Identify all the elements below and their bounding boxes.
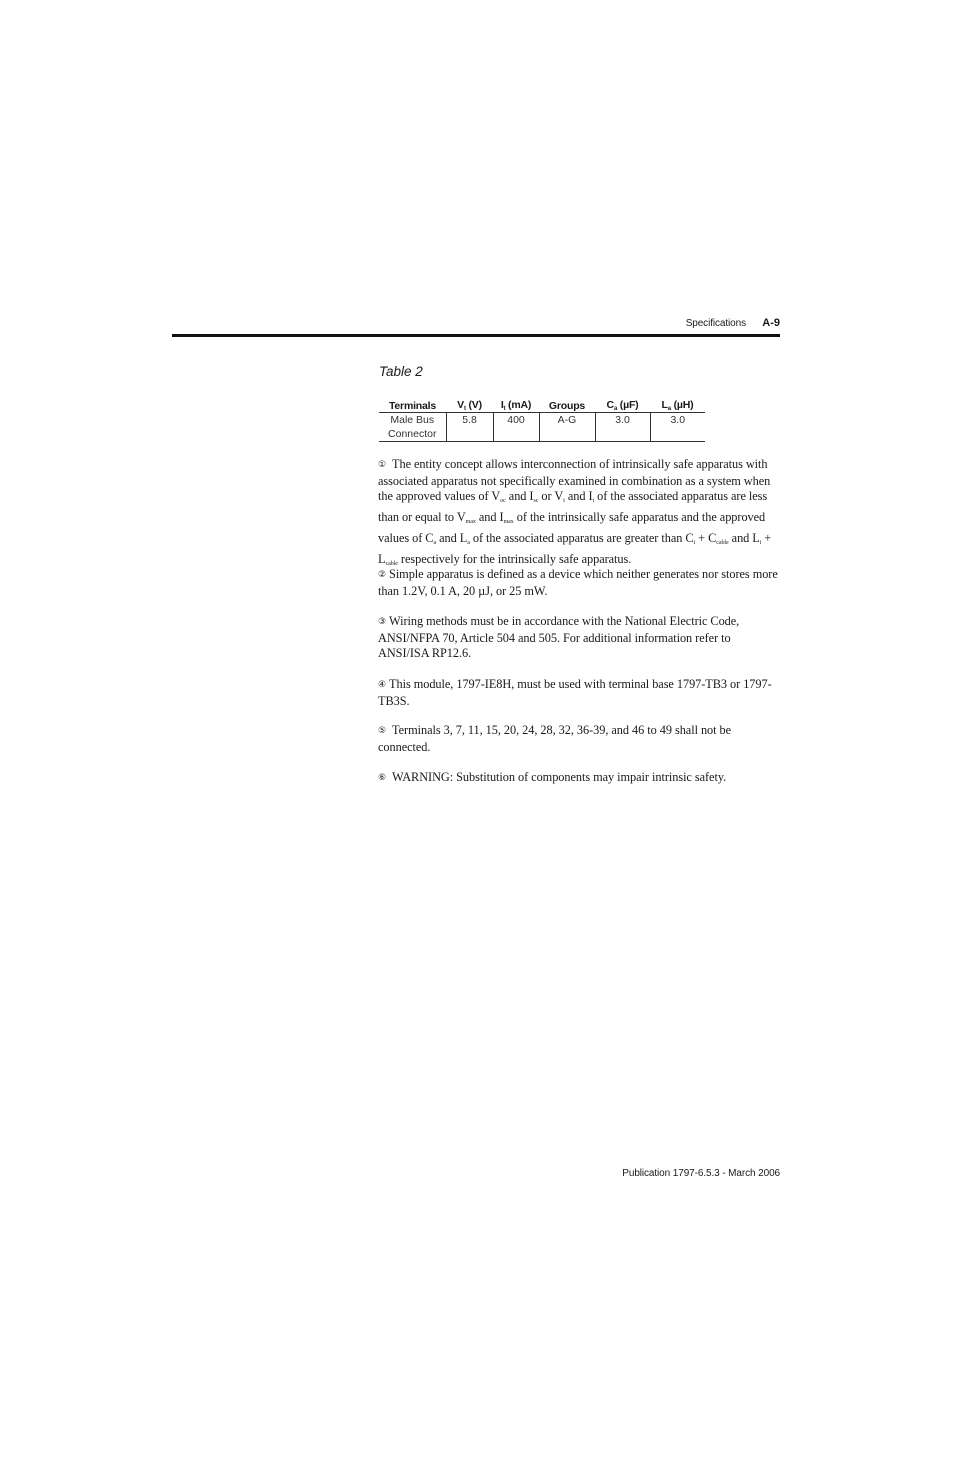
header-text: Terminals [388,400,437,412]
table-row [379,413,705,442]
note-marker-6: ⑥ [378,773,387,783]
column-header-it [493,397,539,413]
footnote-6 [378,770,780,787]
publication-footer: Publication 1797-6.5.3 - March 2006 [622,1168,780,1179]
entity-parameters-table [379,397,705,442]
note-text: respectively for the intrinsically safe apparatus. [397,551,632,566]
column-header-la [650,397,705,413]
footnote-3 [378,614,780,662]
header-subscript: a [667,406,671,412]
header-symbol: C [606,399,614,411]
table-caption: Table 2 [379,364,423,379]
note-subscript: a [433,539,437,546]
terminal-line-2: Connector [388,428,437,440]
header-symbol: V [457,399,464,411]
footnote-5 [378,723,780,755]
note-text: and I [564,489,593,504]
note-text: of the associated apparatus are greater than C [469,530,694,545]
header-unit: (µF) [617,399,639,411]
note-subscript: sc [533,498,539,505]
cell-ca: 3.0 [595,413,650,442]
table-header-row [379,397,705,413]
note-subscript: i [759,539,762,546]
header-unit: (µH) [670,399,694,411]
note-subscript: max [503,519,514,526]
note-subscript: oc [500,498,506,505]
note-text: or V [538,489,564,504]
cell-la: 3.0 [650,413,705,442]
page-number: A-9 [762,317,780,329]
note-text: and I [505,489,534,504]
note-text: + C [695,530,717,545]
footnote-2 [378,567,780,599]
note-subscript: cable [716,539,729,546]
note-text: and I [475,510,504,525]
column-header-groups [539,397,595,413]
column-header-terminals [379,397,446,413]
note-marker-4: ④ [378,680,387,690]
cell-it: 400 [493,413,539,442]
column-header-ca [595,397,650,413]
section-label: Specifications [685,318,746,329]
terminal-line-1: Male Bus [390,414,435,426]
note-marker-5: ⑤ [378,726,387,736]
note-text: and L [436,530,468,545]
note-text: Simple apparatus is defined as a device which neither generates nor stores more than 1.2V, 0.1 A, 20 µJ, or 25 mW. [378,567,778,598]
note-text: WARNING: Substitution of components may impair intrinsic safety. [392,770,727,784]
footnote-1 [378,457,780,572]
page-header [0,0,954,340]
note-text: and L [728,530,760,545]
note-subscript: i [693,539,696,546]
note-text: The entity concept allows interconnection of intrinsically safe apparatus with associated apparatus not specifically examined in combination as a system when the approved values of V [378,457,771,504]
note-text: of the intrinsically safe apparatus and the approved values of C [378,510,766,545]
cell-terminal [379,413,446,442]
footnote-4 [378,677,780,709]
header-text: Groups [548,400,586,412]
note-subscript: t [592,498,595,505]
header-rule [172,334,780,337]
header-subscript: a [613,406,618,412]
note-subscript: t [563,498,565,505]
note-text: + L [378,530,772,566]
header-subscript: t [503,406,506,412]
note-text: of the associated apparatus are less than or equal to V [378,489,768,525]
note-subscript: a [467,539,470,546]
column-header-vt [446,397,493,413]
header-unit: (V) [465,399,482,411]
header-subscript: t [463,406,466,412]
cell-groups: A-G [539,413,595,442]
note-marker-2: ② [378,570,387,580]
header-symbol: L [661,399,668,411]
note-marker-1: ① [378,460,387,470]
cell-vt: 5.8 [446,413,493,442]
note-subscript: max [465,519,476,526]
header-unit: (mA) [505,399,532,411]
note-text: Wiring methods must be in accordance with the National Electric Code, ANSI/NFPA 70, Article 504 and 505. For additional information refer to ANSI/ISA RP12.6. [378,614,740,661]
header-symbol: I [500,399,504,411]
note-text: Terminals 3, 7, 11, 15, 20, 24, 28, 32, 36-39, and 46 to 49 shall not be connected. [378,723,732,754]
note-text: This module, 1797-IE8H, must be used with terminal base 1797-TB3 or 1797-TB3S. [378,677,772,708]
note-marker-3: ③ [378,617,387,627]
note-subscript: cable [385,560,398,567]
